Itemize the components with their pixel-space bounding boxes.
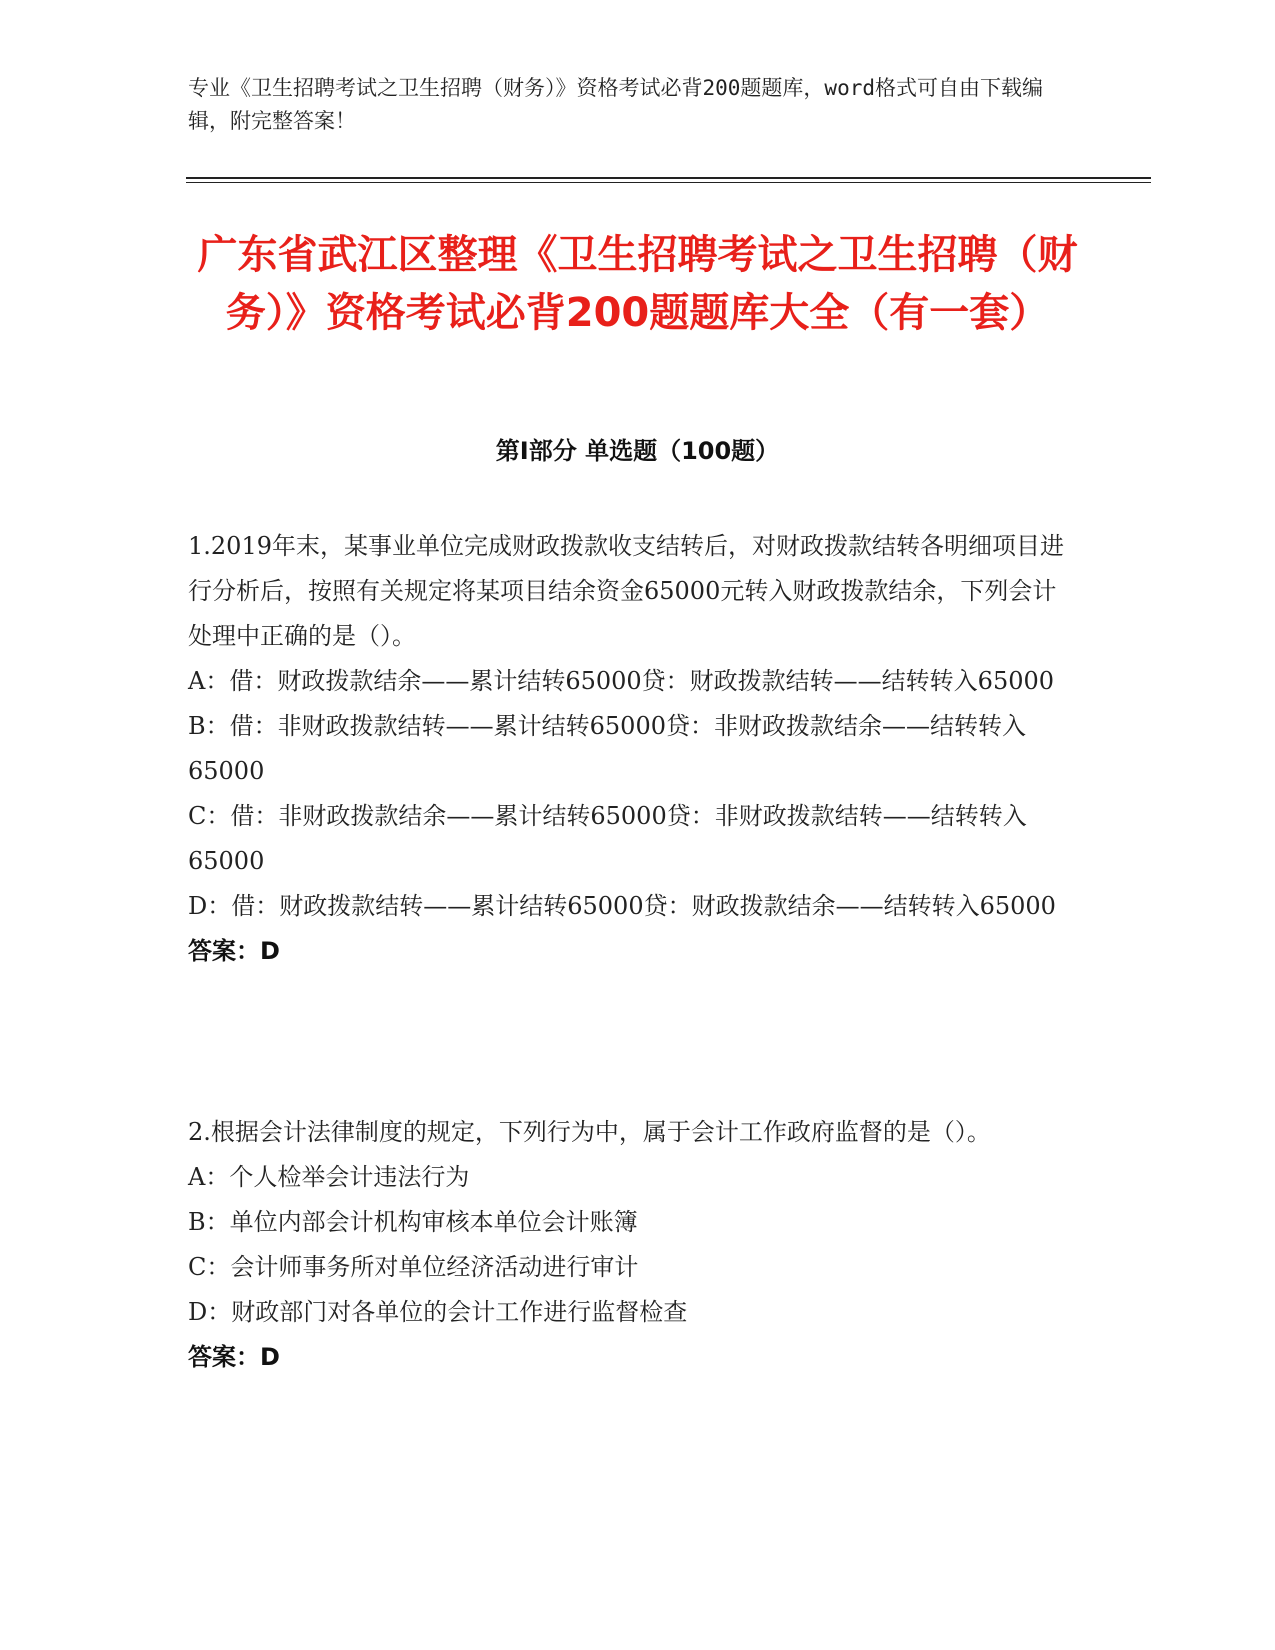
document-title: 广东省武江区整理《卫生招聘考试之卫生招聘（财务）》资格考试必背200题题库大全（有一套） bbox=[197, 232, 1078, 336]
option-a: A：个人检举会计违法行为 bbox=[188, 1163, 470, 1191]
header-divider-thin bbox=[186, 182, 1151, 183]
option-b: B：单位内部会计机构审核本单位会计账簿 bbox=[188, 1208, 638, 1236]
question-2 bbox=[188, 1110, 1073, 1380]
option-d: D：财政部门对各单位的会计工作进行监督检查 bbox=[188, 1298, 688, 1326]
option-c: C：借：非财政拨款结余——累计结转65000贷：非财政拨款结转——结转转入65000 bbox=[188, 802, 1027, 875]
section-heading: 第Ⅰ部分 单选题（100题） bbox=[495, 437, 780, 465]
option-c: C：会计师事务所对单位经济活动进行审计 bbox=[188, 1253, 639, 1281]
answer: 答案：D bbox=[188, 1343, 280, 1371]
option-d: D：借：财政拨款结转——累计结转65000贷：财政拨款结余——结转转入65000 bbox=[188, 892, 1056, 920]
option-b: B：借：非财政拨款结转——累计结转65000贷：非财政拨款结余——结转转入65000 bbox=[188, 712, 1026, 785]
header-divider-thick bbox=[186, 177, 1151, 179]
question-stem: 1.2019年末，某事业单位完成财政拨款收支结转后，对财政拨款结转各明细项目进行分析后，按照有关规定将某项目结余资金65000元转入财政拨款结余，下列会计处理中正确的是（）。 bbox=[188, 532, 1064, 650]
answer: 答案：D bbox=[188, 937, 280, 965]
question-stem: 2.根据会计法律制度的规定，下列行为中，属于会计工作政府监督的是（）。 bbox=[188, 1118, 991, 1146]
header-note: 专业《卫生招聘考试之卫生招聘（财务）》资格考试必背200题题库，word格式可自由下载编辑，附完整答案！ bbox=[188, 76, 1043, 133]
option-a: A：借：财政拨款结余——累计结转65000贷：财政拨款结转——结转转入65000 bbox=[188, 667, 1055, 695]
question-1 bbox=[188, 524, 1073, 974]
